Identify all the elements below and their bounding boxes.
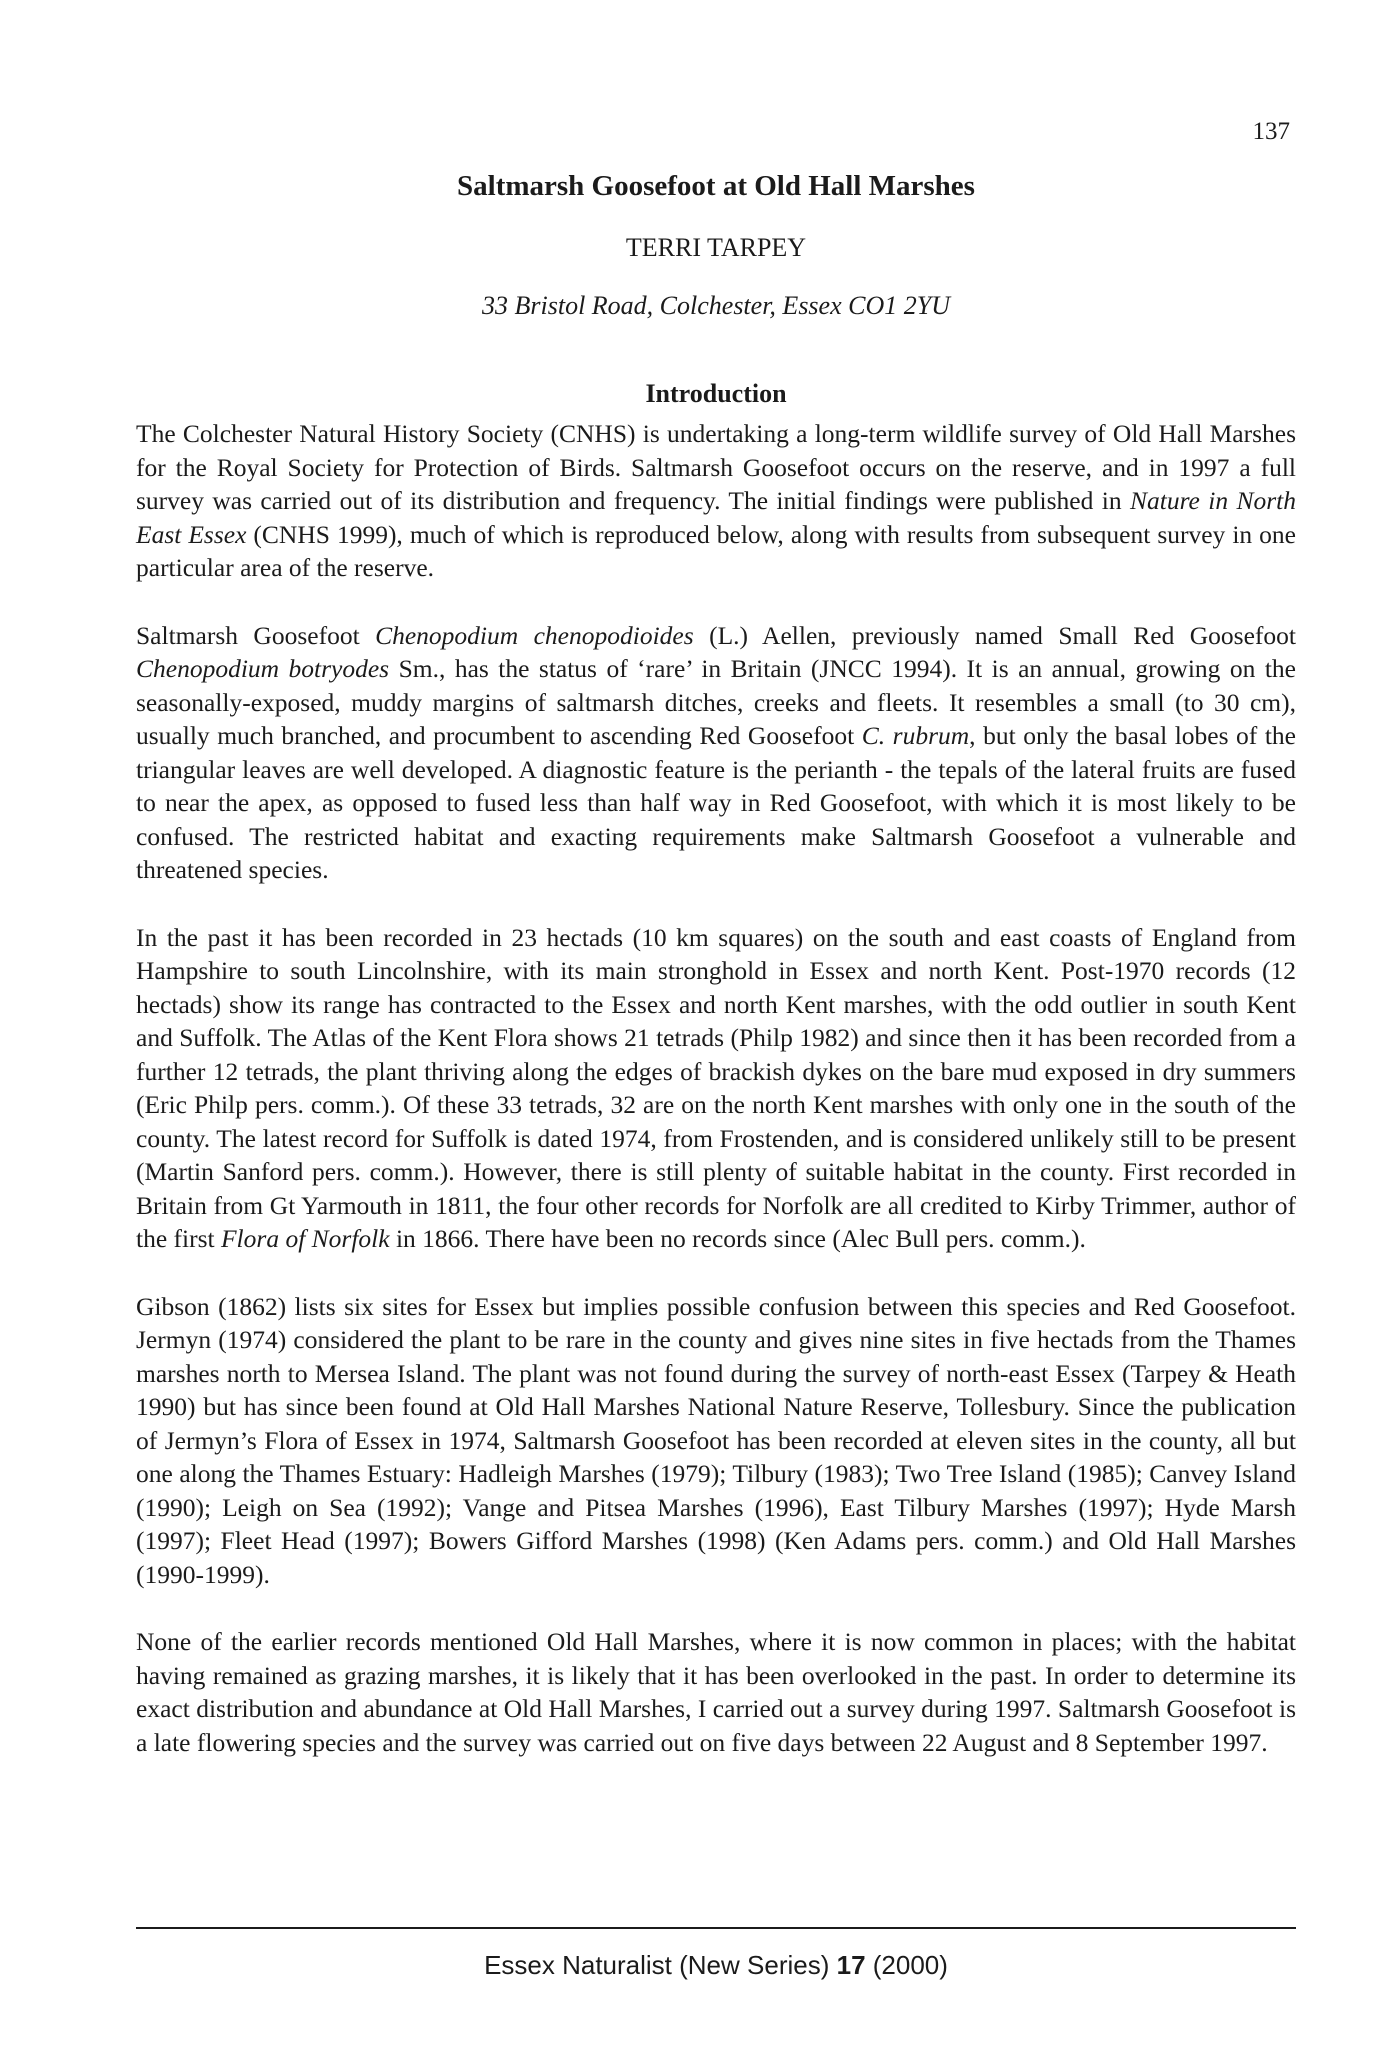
paragraph-text: (CNHS 1999), much of which is reproduced below, along with results from subsequent survey in one particular area of the reserve.	[136, 519, 1296, 582]
article-body	[136, 417, 1296, 1793]
species-name: Chenopodium botryodes	[136, 654, 390, 683]
paragraph-text: None of the earlier records mentioned Old Hall Marshes, where it is now common in places; with the habitat having remained as grazing marshes, it is likely that it has been overlooked in the past. In order to determine its exact distribution and abundance at Old Hall Marshes, I carried out a survey during 1997. Saltmarsh Goosefoot is a late flowering species and the survey was carried out on five days between 22 August and 8 September 1997.	[136, 1627, 1296, 1757]
italic-title-reference: Nature in North East Essex	[136, 486, 1296, 549]
paragraph-4	[136, 1290, 1296, 1592]
paragraph-text: , but only the basal lobes of the triangular leaves are well developed. A diagnostic feature is the perianth - the tepals of the lateral fruits are fused to near the apex, as opposed to fused less than half way in Red Goosefoot, with which it is most likely to be confused. The restricted habitat and exacting requirements make Saltmarsh Goosefoot a vulnerable and threatened species.	[136, 721, 1296, 884]
journal-volume: 17	[836, 1950, 866, 1980]
author-name: TERRI TARPEY	[625, 233, 807, 262]
journal-year: (2000)	[865, 1950, 948, 1980]
journal-name: Essex Naturalist (New Series)	[484, 1950, 837, 1980]
journal-footer	[136, 1950, 1296, 1981]
footer-rule	[136, 1927, 1296, 1929]
page-number: 137	[1252, 118, 1290, 145]
species-name: Chenopodium chenopodioides	[375, 620, 694, 650]
paragraph-1	[136, 417, 1296, 585]
paragraph-2	[136, 619, 1296, 887]
section-heading-introduction: Introduction	[645, 379, 787, 408]
paragraph-text: Sm., has the status of ‘rare’ in Britain (JNCC 1994). It is an annual, growing on the seasonally-exposed, muddy margins of saltmarsh ditches, creeks and fleets. It resembles a small (to 30 cm), usually much branched, and procumbent to ascending Red Goosefoot	[136, 654, 1296, 750]
italic-title-reference: Flora of Norfolk	[220, 1224, 390, 1253]
paragraph-text: in 1866. There have been no records since (Alec Bull pers. comm.).	[389, 1224, 1086, 1253]
paragraph-text: Gibson (1862) lists six sites for Essex but implies possible confusion between this species and Red Goosefoot. Jermyn (1974) considered the plant to be rare in the county and gives nine sites in five hectads from the Thames marshes north to Mersea Island. The plant was not found during the survey of north-east Essex (Tarpey & Heath 1990) but has since been found at Old Hall Marshes National Nature Reserve, Tollesbury. Since the publication of Jermyn’s Flora of Essex in 1974, Saltmarsh Goosefoot has been recorded at eleven sites in the county, all but one along the Thames Estuary: Hadleigh Marshes (1979); Tilbury (1983); Two Tree Island (1985); Canvey Island (1990); Leigh on Sea (1992); Vange and Pitsea Marshes (1996), East Tilbury Marshes (1997); Hyde Marsh (1997); Fleet Head (1997); Bowers Gifford Marshes (1998) (Ken Adams pers. comm.) and Old Hall Marshes (1990-1999).	[136, 1291, 1296, 1589]
paragraph-text: (L.) Aellen, previously named Small Red Goosefoot	[693, 620, 1296, 650]
paragraph-text: In the past it has been recorded in 23 hectads (10 km squares) on the south and east coasts of England from Hampshire to south Lincolnshire, with its main stronghold in Essex and north Kent. Post-1970 records (12 hectads) show its range has contracted to the Essex and north Kent marshes, with the odd outlier in south Kent and Suffolk. The Atlas of the Kent Flora shows 21 tetrads (Philp 1982) and since then it has been recorded from a further 12 tetrads, the plant thriving along the edges of brackish dykes on the bare mud exposed in dry summers (Eric Philp pers. comm.). Of these 33 tetrads, 32 are on the north Kent marshes with only one in the south of the county. The latest record for Suffolk is dated 1974, from Frostenden, and is considered unlikely still to be present (Martin Sanford pers. comm.). However, there is still plenty of suitable habitat in the county. First recorded in Britain from Gt Yarmouth in 1811, the four other records for Norfolk are all credited to Kirby Trimmer, author of the first	[136, 922, 1296, 1253]
paragraph-text: The Colchester Natural History Society (CNHS) is undertaking a long-term wildlife survey of Old Hall Marshes for the Royal Society for Protection of Birds. Saltmarsh Goosefoot occurs on the reserve, and in 1997 a full survey was carried out of its distribution and frequency. The initial findings were published in	[136, 419, 1296, 515]
author-address: 33 Bristol Road, Colchester, Essex CO1 2YU	[482, 291, 950, 320]
article-title: Saltmarsh Goosefoot at Old Hall Marshes	[457, 170, 975, 202]
species-name: C. rubrum	[861, 721, 970, 750]
paragraph-3	[136, 921, 1296, 1256]
paragraph-text: Saltmarsh Goosefoot	[136, 620, 376, 650]
paragraph-5	[136, 1625, 1296, 1759]
